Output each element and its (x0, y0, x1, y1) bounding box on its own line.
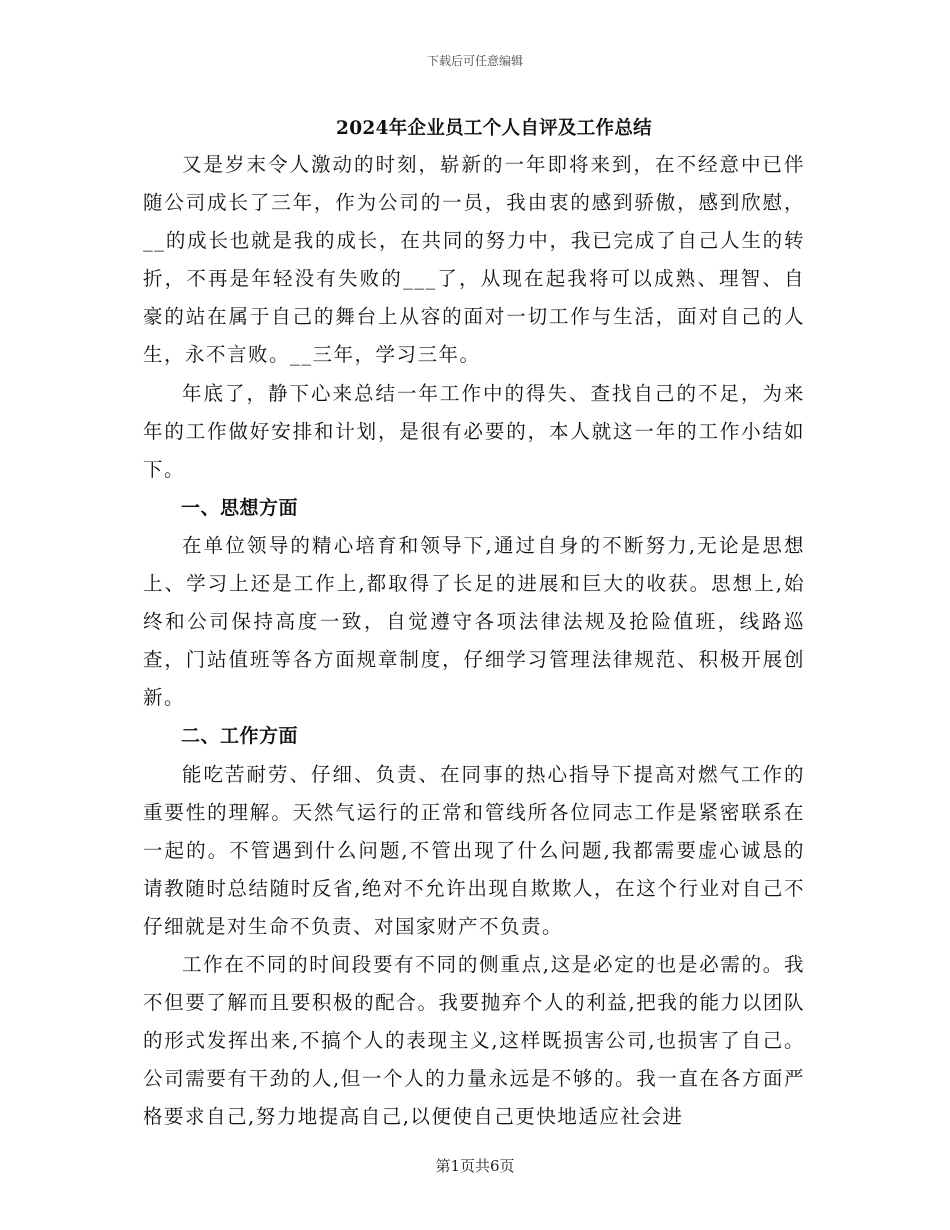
intro-paragraph-1: 又是岁末令人激动的时刻，崭新的一年即将来到，在不经意中已伴随公司成长了三年，作为公司的一员，我由衷的感到骄傲，感到欣慰，__的成长也就是我的成长，在共同的努力中，我已完成了自己人生的转折，不再是年轻没有失败的___了，从现在起我将可以成熟、理智、自豪的站在属于自己的舞台上从容的面对一切工作与生活，面对自己的人生，永不言败。__三年，学习三年。 (143, 153, 805, 367)
section-heading-work: 二、工作方面 (181, 725, 299, 748)
intro-paragraph-2: 年底了，静下心来总结一年工作中的得失、查找自己的不足，为来年的工作做好安排和计划，是很有必要的，本人就这一年的工作小结如下。 (143, 381, 805, 481)
document-body (143, 112, 805, 1136)
section-work-paragraph-1: 能吃苦耐劳、仔细、负责、在同事的热心指导下提高对燃气工作的重要性的理解。天然气运行的正常和管线所各位同志工作是紧密联系在一起的。不管遇到什么问题,不管出现了什么问题,我都需要虚心诚恳的请教随时总结随时反省,绝对不允许出现自欺欺人，在这个行业对自己不仔细就是对生命不负责、对国家财产不负责。 (143, 762, 805, 938)
section-thought-paragraph-1: 在单位领导的精心培育和领导下,通过自身的不断努力,无论是思想上、学习上还是工作上,都取得了长足的进展和巨大的收获。思想上,始终和公司保持高度一致，自觉遵守各项法律法规及抢险值班，线路巡查，门站值班等各方面规章制度，仔细学习管理法律规范、积极开展创新。 (143, 533, 805, 710)
page-number: 第1页共6页 (435, 1157, 515, 1175)
page-header-note: 下载后可任意编辑 (426, 54, 523, 68)
section-heading-thought: 一、思想方面 (181, 496, 299, 519)
section-work-paragraph-2: 工作在不同的时间段要有不同的侧重点,这是必定的也是必需的。我不但要了解而且要积极的配合。我要抛弃个人的利益,把我的能力以团队的形式发挥出来,不搞个人的表现主义,这样既损害公司,也损害了自己。公司需要有干劲的人,但一个人的力量永远是不够的。我一直在各方面严格要求自己,努力地提高自己,以便使自己更快地适应社会进 (143, 952, 805, 1129)
document-title: 2024年企业员工个人自评及工作总结 (336, 118, 652, 139)
